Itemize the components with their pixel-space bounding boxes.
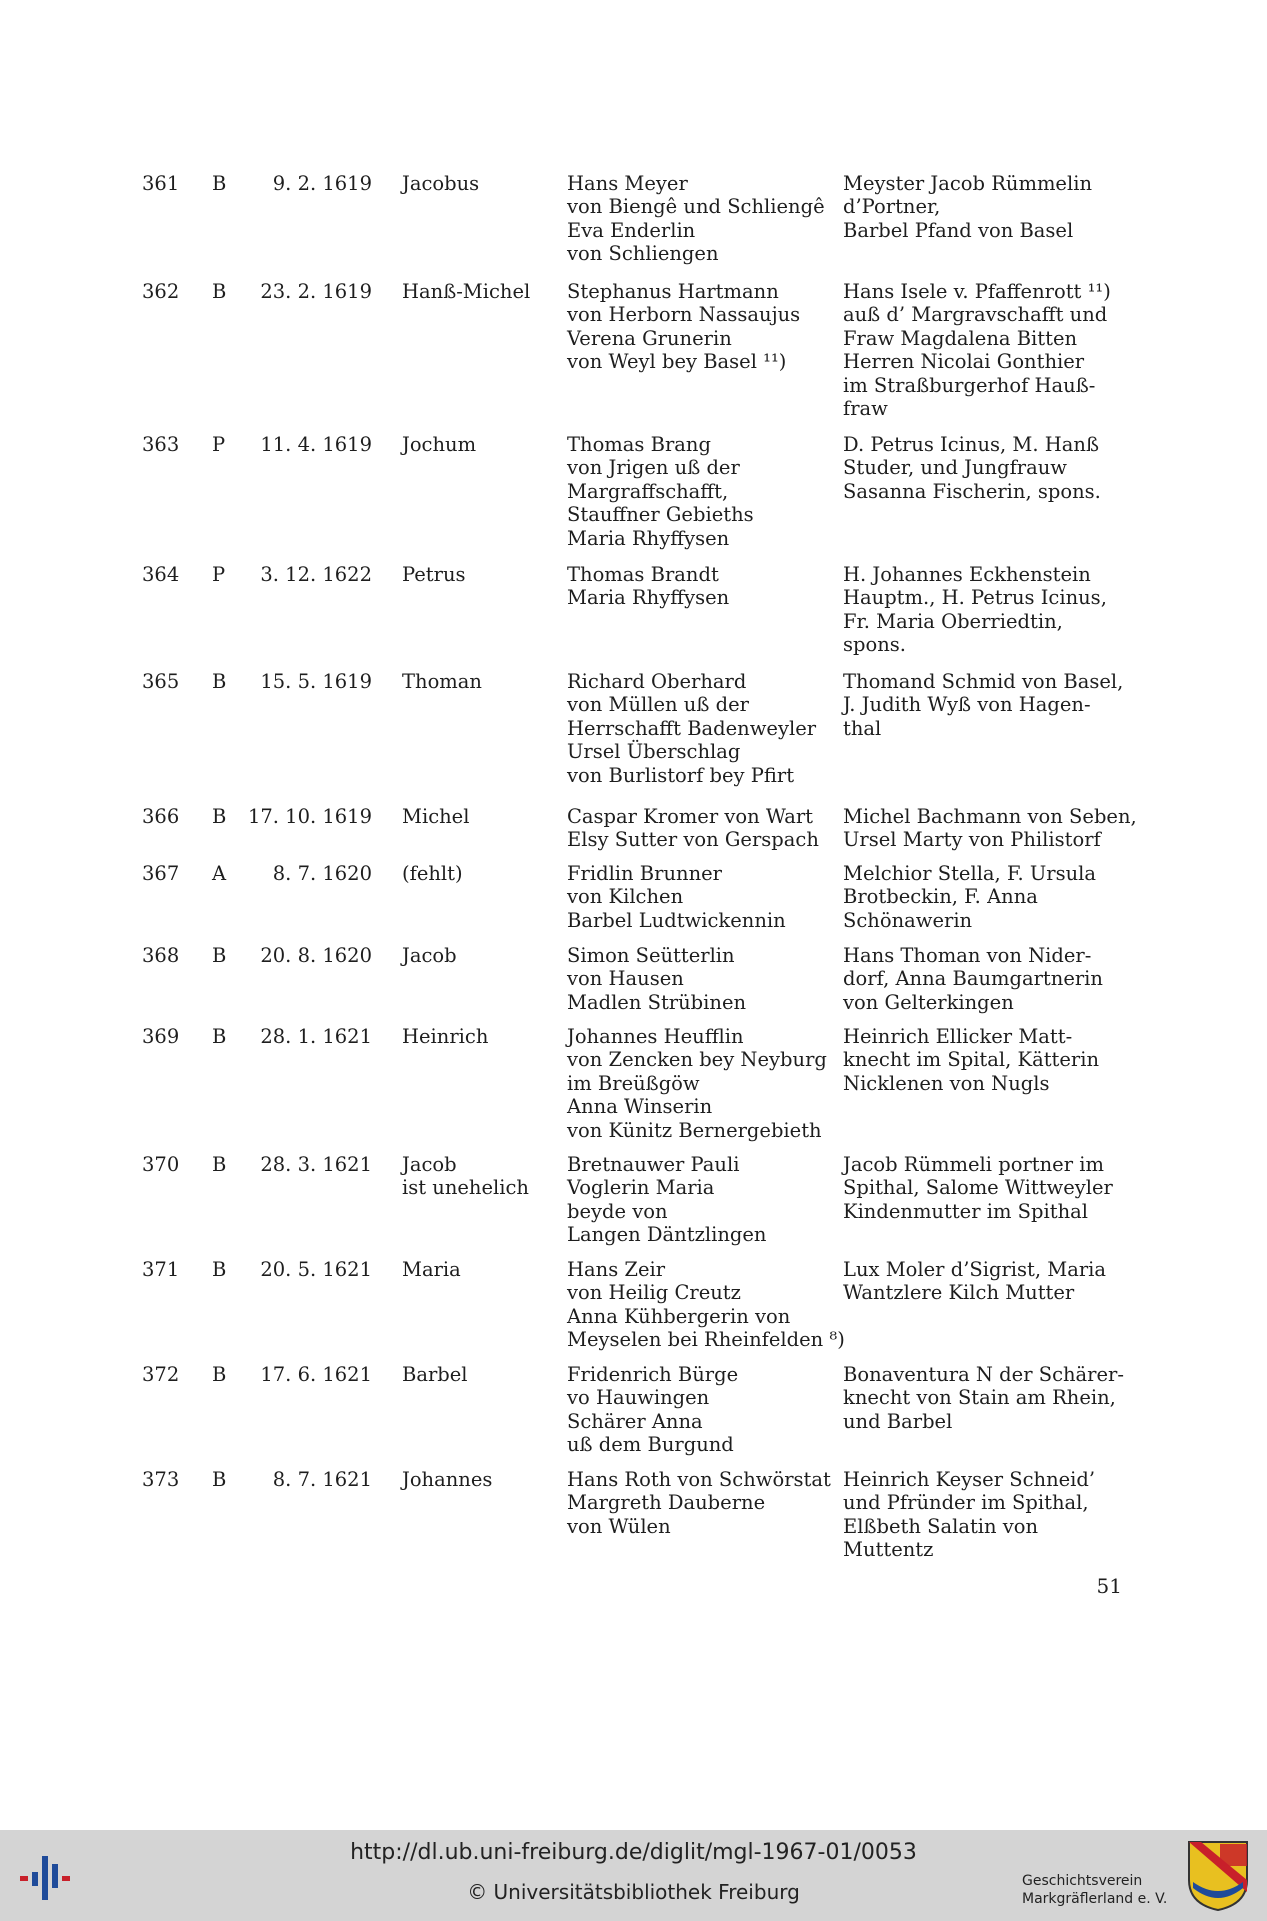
parents-column: [567, 670, 816, 787]
entry-number: 372: [142, 1363, 180, 1386]
entry-number: 365: [142, 670, 180, 693]
parents-column: [567, 433, 754, 550]
godparents-line: spons.: [843, 633, 906, 657]
entry-date: 17. 6. 1621: [260, 1363, 372, 1386]
godparents-line: dorf, Anna Baumgartnerin: [843, 967, 1103, 991]
parents-line: Bretnauwer Pauli: [567, 1153, 740, 1176]
child-name-column: [402, 563, 466, 586]
parents-line: von Künitz Bernergebieth: [567, 1118, 822, 1142]
entry-type: P: [212, 563, 226, 586]
entry-date: 23. 2. 1619: [260, 280, 372, 303]
godparents-line: Bonaventura N der Schärer-: [843, 1363, 1124, 1386]
entry-number: 366: [142, 805, 180, 828]
child-name-line: Barbel: [402, 1363, 468, 1386]
godparents-line: Heinrich Keyser Schneid’: [843, 1468, 1096, 1491]
godparents-line: auß d’ Margravschafft und: [843, 303, 1108, 327]
entry-type: B: [212, 1468, 227, 1491]
child-name-column: [402, 1258, 461, 1281]
entry-type: B: [212, 944, 227, 967]
entry-number: 368: [142, 944, 180, 967]
entry-number: 367: [142, 862, 180, 885]
parents-line: Ursel Überschlag: [567, 740, 741, 764]
parents-line: von Jrigen uß der: [567, 456, 740, 480]
child-name-column: [402, 944, 457, 967]
godparents-line: Sasanna Fischerin, spons.: [843, 479, 1101, 503]
godparents-line: Brotbeckin, F. Anna: [843, 885, 1038, 909]
entry-date: 15. 5. 1619: [260, 670, 372, 693]
parents-line: Margraffschafft,: [567, 479, 729, 503]
entry-type: P: [212, 433, 226, 456]
godparents-line: Thomand Schmid von Basel,: [843, 670, 1124, 693]
child-name-column: [402, 805, 469, 828]
godparents-column: [843, 172, 1092, 242]
entry-date: 20. 5. 1621: [260, 1258, 372, 1281]
parents-line: Anna Kühbergerin von: [567, 1304, 791, 1328]
godparents-column: [843, 433, 1101, 503]
godparents-line: knecht von Stain am Rhein,: [843, 1386, 1116, 1410]
entry-date: 28. 1. 1621: [260, 1025, 372, 1048]
parents-column: [567, 172, 825, 266]
parents-column: [567, 1258, 845, 1352]
godparents-column: [843, 563, 1107, 657]
godparents-column: [843, 1258, 1106, 1305]
child-name-column: [402, 670, 482, 693]
child-name-line: Petrus: [402, 563, 466, 586]
parents-line: Hans Meyer: [567, 172, 688, 195]
child-name-column: [402, 172, 479, 195]
godparents-line: fraw: [843, 397, 888, 421]
godparents-column: [843, 805, 1137, 852]
godparents-line: Wantzlere Kilch Mutter: [843, 1281, 1075, 1305]
parents-line: von Müllen uß der: [567, 693, 749, 717]
entry-date: 28. 3. 1621: [260, 1153, 372, 1176]
parents-column: [567, 280, 800, 374]
parents-line: Voglerin Maria: [567, 1176, 715, 1200]
parents-line: Fridenrich Bürge: [567, 1363, 739, 1386]
child-name-line: Michel: [402, 805, 470, 828]
entry-type: B: [212, 670, 227, 693]
parents-line: Elsy Sutter von Gerspach: [567, 828, 819, 852]
copyright-notice: © Universitätsbibliothek Freiburg: [467, 1880, 800, 1904]
parents-line: Caspar Kromer von Wart: [567, 805, 814, 828]
godparents-line: J. Judith Wyß von Hagen-: [843, 693, 1091, 717]
parents-line: von Burlistorf bey Pfirt: [567, 763, 795, 787]
godparents-line: Melchior Stella, F. Ursula: [843, 862, 1097, 885]
parents-line: von Weyl bey Basel ¹¹): [567, 350, 787, 374]
entry-number: 362: [142, 280, 180, 303]
parents-line: Barbel Ludtwickennin: [567, 908, 786, 932]
parents-line: Thomas Brandt: [567, 563, 719, 586]
parents-column: [567, 944, 746, 1014]
entry-date: 17. 10. 1619: [247, 805, 372, 828]
parents-line: von Hausen: [567, 967, 684, 991]
parents-column: [567, 1025, 827, 1142]
entry-type: B: [212, 280, 227, 303]
parents-line: uß dem Burgund: [567, 1433, 734, 1457]
parents-column: [567, 1468, 831, 1538]
godparents-line: knecht im Spital, Kätterin: [843, 1048, 1100, 1072]
society-name-line: Geschichtsverein: [1022, 1873, 1143, 1889]
society-name: [1022, 1872, 1167, 1908]
parents-line: vo Hauwingen: [567, 1386, 710, 1410]
entry-type: B: [212, 172, 227, 195]
entry-type: B: [212, 1363, 227, 1386]
child-name-line: Jacob: [402, 1153, 457, 1176]
child-name-column: [402, 1468, 492, 1491]
godparents-line: und Pfründer im Spithal,: [843, 1491, 1089, 1515]
parents-line: Simon Seütterlin: [567, 944, 735, 967]
child-name-column: [402, 280, 530, 303]
parents-line: Stephanus Hartmann: [567, 280, 779, 303]
footer-bar: [0, 1830, 1267, 1921]
godparents-line: Fraw Magdalena Bitten: [843, 326, 1078, 350]
godparents-line: H. Johannes Eckhenstein: [843, 563, 1091, 586]
godparents-line: Spithal, Salome Wittweyler: [843, 1176, 1113, 1200]
parents-line: Richard Oberhard: [567, 670, 747, 693]
society-name-line: Markgräflerland e. V.: [1022, 1891, 1168, 1907]
parents-line: Eva Enderlin: [567, 218, 696, 242]
godparents-line: Nicklenen von Nugls: [843, 1071, 1050, 1095]
godparents-column: [843, 670, 1123, 740]
child-name-line: Jacobus: [402, 172, 480, 195]
entry-date: 8. 7. 1620: [272, 862, 372, 885]
godparents-column: [843, 1025, 1099, 1095]
entry-number: 370: [142, 1153, 180, 1176]
entry-number: 361: [142, 172, 180, 195]
entry-date: 9. 2. 1619: [272, 172, 372, 195]
godparents-line: Studer, und Jungfrauw: [843, 456, 1067, 480]
parents-line: Herrschafft Badenweyler: [567, 716, 817, 740]
parents-column: [567, 563, 729, 610]
godparents-column: [843, 944, 1103, 1014]
entry-number: 364: [142, 563, 180, 586]
parents-line: Verena Grunerin: [567, 326, 732, 350]
godparents-line: Hans Thoman von Nider-: [843, 944, 1092, 967]
godparents-line: Hauptm., H. Petrus Icinus,: [843, 586, 1107, 610]
child-name-column: [402, 433, 476, 456]
source-url-link[interactable]: http://dl.ub.uni-freiburg.de/diglit/mgl-1967-01/0053: [350, 1840, 917, 1865]
godparents-line: Heinrich Ellicker Matt-: [843, 1025, 1073, 1048]
godparents-line: Lux Moler d’Sigrist, Maria: [843, 1258, 1107, 1281]
parents-line: Hans Zeir: [567, 1258, 666, 1281]
parents-line: von Herborn Nassaujus: [567, 303, 801, 327]
child-name-line: Johannes: [402, 1468, 493, 1491]
godparents-line: D. Petrus Icinus, M. Hanß: [843, 433, 1100, 456]
parents-line: von Schliengen: [567, 242, 719, 266]
parents-column: [567, 805, 819, 852]
parents-line: im Breüßgöw: [567, 1071, 700, 1095]
parents-line: Fridlin Brunner: [567, 862, 722, 885]
parents-line: Thomas Brang: [567, 433, 711, 456]
child-name-line: Hanß-Michel: [402, 280, 531, 303]
parents-line: von Biengê und Schliengê: [567, 195, 825, 219]
entry-number: 369: [142, 1025, 180, 1048]
parents-line: Madlen Strübinen: [567, 990, 747, 1014]
child-name-line: Jochum: [402, 433, 477, 456]
entry-type: B: [212, 1153, 227, 1176]
parents-line: Anna Winserin: [567, 1095, 713, 1119]
godparents-line: Muttentz: [843, 1538, 934, 1562]
parents-line: beyde von: [567, 1199, 668, 1223]
child-name-line: ist unehelich: [402, 1176, 529, 1200]
parents-line: Hans Roth von Schwörstat: [567, 1468, 831, 1491]
godparents-line: Elßbeth Salatin von: [843, 1514, 1039, 1538]
entry-date: 8. 7. 1621: [272, 1468, 372, 1491]
parents-line: von Zencken bey Neyburg: [567, 1048, 827, 1072]
parents-line: von Wülen: [567, 1514, 671, 1538]
godparents-line: Schönawerin: [843, 908, 973, 932]
child-name-line: Maria: [402, 1258, 461, 1281]
child-name-line: Thoman: [402, 670, 482, 693]
entry-type: B: [212, 1025, 227, 1048]
entry-type: B: [212, 805, 227, 828]
entry-number: 373: [142, 1468, 180, 1491]
godparents-column: [843, 1363, 1124, 1433]
entry-number: 363: [142, 433, 180, 456]
parents-line: Johannes Heufflin: [567, 1025, 744, 1048]
godparents-column: [843, 862, 1096, 932]
parents-column: [567, 862, 786, 932]
child-name-line: Heinrich: [402, 1025, 489, 1048]
godparents-column: [843, 280, 1111, 420]
child-name-line: (fehlt): [402, 862, 463, 885]
parents-column: [567, 1153, 766, 1247]
godparents-line: Kindenmutter im Spithal: [843, 1199, 1088, 1223]
coat-of-arms-icon: [1187, 1840, 1249, 1912]
parents-line: Langen Däntzlingen: [567, 1223, 767, 1247]
parents-line: Stauffner Gebieths: [567, 503, 754, 527]
entry-date: 11. 4. 1619: [260, 433, 372, 456]
godparents-line: Meyster Jacob Rümmelin: [843, 172, 1093, 195]
entry-type: A: [212, 862, 227, 885]
godparents-line: Fr. Maria Oberriedtin,: [843, 609, 1063, 633]
godparents-line: Jacob Rümmeli portner im: [843, 1153, 1104, 1176]
parents-column: [567, 1363, 738, 1457]
godparents-line: im Straßburgerhof Hauß-: [843, 373, 1096, 397]
parents-line: von Kilchen: [567, 885, 684, 909]
child-name-column: [402, 862, 463, 885]
entry-number: 371: [142, 1258, 180, 1281]
godparents-line: d’Portner,: [843, 195, 941, 219]
godparents-line: Hans Isele v. Pfaffenrott ¹¹): [843, 280, 1111, 303]
godparents-line: Barbel Pfand von Basel: [843, 218, 1074, 242]
godparents-line: von Gelterkingen: [843, 990, 1014, 1014]
parents-line: Schärer Anna: [567, 1409, 703, 1433]
child-name-line: Jacob: [402, 944, 457, 967]
godparents-column: [843, 1153, 1113, 1223]
entry-date: 20. 8. 1620: [260, 944, 372, 967]
child-name-column: [402, 1363, 468, 1386]
parents-line: von Heilig Creutz: [567, 1281, 741, 1305]
parents-line: Maria Rhyffysen: [567, 586, 730, 610]
godparents-line: Michel Bachmann von Seben,: [843, 805, 1137, 828]
parents-line: Margreth Dauberne: [567, 1491, 766, 1515]
entry-type: B: [212, 1258, 227, 1281]
parents-line: Maria Rhyffysen: [567, 526, 730, 550]
godparents-line: Herren Nicolai Gonthier: [843, 350, 1085, 374]
godparents-line: thal: [843, 716, 882, 740]
godparents-column: [843, 1468, 1095, 1562]
godparents-line: und Barbel: [843, 1409, 953, 1433]
page-number: 51: [1096, 1574, 1122, 1598]
entry-date: 3. 12. 1622: [260, 563, 372, 586]
child-name-column: [402, 1153, 529, 1200]
godparents-line: Ursel Marty von Philistorf: [843, 828, 1101, 852]
child-name-column: [402, 1025, 488, 1048]
parents-line: Meyselen bei Rheinfelden ⁸): [567, 1328, 845, 1352]
